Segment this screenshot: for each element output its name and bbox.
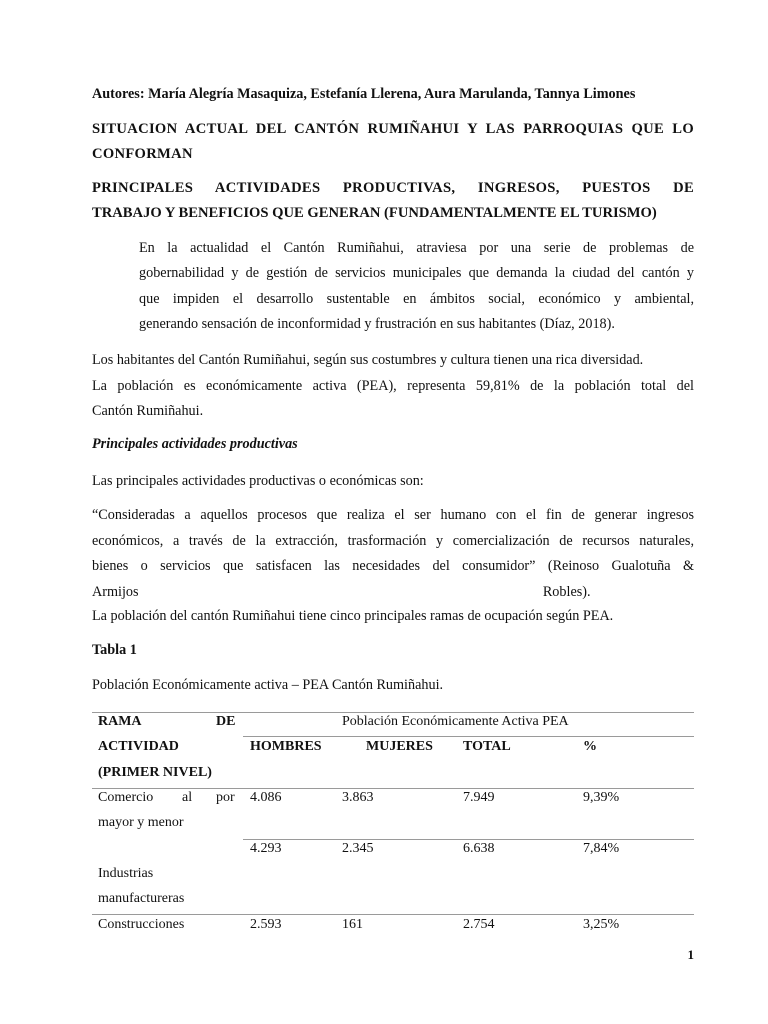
row1-rama-word3: por: [216, 790, 235, 805]
col0-header-rama: RAMA: [98, 714, 142, 729]
row3-mujeres: 161: [342, 917, 363, 932]
header-hombres: HOMBRES: [250, 739, 322, 754]
table-top-rule: [92, 712, 694, 713]
intro-line-3: que impiden el desarrollo sustentable en ámbitos social, económico y ambiental,: [139, 291, 694, 307]
row2-pct: 7,84%: [583, 841, 620, 856]
header-total: TOTAL: [463, 739, 511, 754]
group-header-rule: [243, 736, 694, 737]
intro-line-4: generando sensación de inconformidad y frustración en sus habitantes (Díaz, 2018).: [139, 316, 615, 332]
row1-rama-word2: al: [182, 790, 193, 805]
table-caption: Población Económicamente activa – PEA Cantón Rumiñahui.: [92, 677, 444, 693]
row1-hombres: 4.086: [250, 790, 282, 805]
col0-header-actividad: ACTIVIDAD: [98, 739, 179, 754]
para3: La población del cantón Rumiñahui tiene cinco principales ramas de ocupación según PEA.: [92, 608, 614, 624]
col0-header-de: DE: [216, 714, 236, 729]
row1-bottom-rule: [243, 839, 694, 840]
para2: Las principales actividades productivas o económicas son:: [92, 473, 424, 489]
subtitle-line-1: PRINCIPALES ACTIVIDADES PRODUCTIVAS, INGRESOS, PUESTOS DE: [92, 180, 694, 196]
para1-line-1: Los habitantes del Cantón Rumiñahui, según sus costumbres y cultura tienen una rica diversidad.: [92, 352, 644, 368]
title-line-1: SITUACION ACTUAL DEL CANTÓN RUMIÑAHUI Y LAS PARROQUIAS QUE LO: [92, 121, 694, 137]
row2-total: 6.638: [463, 841, 495, 856]
section-heading: Principales actividades productivas: [92, 436, 298, 452]
quote-line-4-text: Armijos Robles).: [92, 584, 591, 600]
quote-line-3: bienes o servicios que satisfacen las necesidades del consumidor” (Reinoso Gualotuña &: [92, 558, 694, 574]
row1-rama-line2: mayor y menor: [98, 815, 184, 830]
row1-mujeres: 3.863: [342, 790, 374, 805]
table-label: Tabla 1: [92, 642, 137, 658]
row1-pct: 9,39%: [583, 790, 620, 805]
row3-total: 2.754: [463, 917, 495, 932]
header-bottom-rule: [92, 788, 694, 789]
row1-rama-word1: Comercio: [98, 790, 154, 805]
intro-line-2: gobernabilidad y de gestión de servicios municipales que demanda la ciudad del cantón y: [139, 265, 694, 281]
row1-total: 7.949: [463, 790, 495, 805]
page-number: 1: [687, 947, 694, 962]
col0-header-nivel: (PRIMER NIVEL): [98, 765, 212, 780]
para1-line-3: Cantón Rumiñahui.: [92, 403, 204, 419]
header-pct: %: [583, 739, 597, 754]
row2-bottom-rule: [92, 914, 694, 915]
quote-line-1: “Consideradas a aquellos procesos que realiza el ser humano con el fin de generar ingresos: [92, 507, 694, 523]
row3-hombres: 2.593: [250, 917, 282, 932]
row2-rama-line1: Industrias: [98, 866, 154, 881]
authors-line: Autores: María Alegría Masaquiza, Estefanía Llerena, Aura Marulanda, Tannya Limones: [92, 86, 636, 102]
quote-line-4: [92, 582, 694, 602]
intro-line-1: En la actualidad el Cantón Rumiñahui, atraviesa por una serie de problemas de: [139, 240, 694, 256]
title-line-2: CONFORMAN: [92, 146, 193, 162]
header-mujeres: MUJERES: [366, 739, 433, 754]
row2-mujeres: 2.345: [342, 841, 374, 856]
group-header: Población Económicamente Activa PEA: [342, 714, 569, 729]
row2-rama-line2: manufactureras: [98, 891, 185, 906]
row3-rama: Construcciones: [98, 917, 185, 932]
row3-pct: 3,25%: [583, 917, 620, 932]
row2-hombres: 4.293: [250, 841, 282, 856]
quote-line-2: económicos, a través de la extracción, trasformación y comercialización de recursos naturales,: [92, 533, 694, 549]
para1-line-2: La población es económicamente activa (PEA), representa 59,81% de la población total del: [92, 378, 694, 394]
subtitle-line-2: TRABAJO Y BENEFICIOS QUE GENERAN (FUNDAMENTALMENTE EL TURISMO): [92, 205, 657, 221]
